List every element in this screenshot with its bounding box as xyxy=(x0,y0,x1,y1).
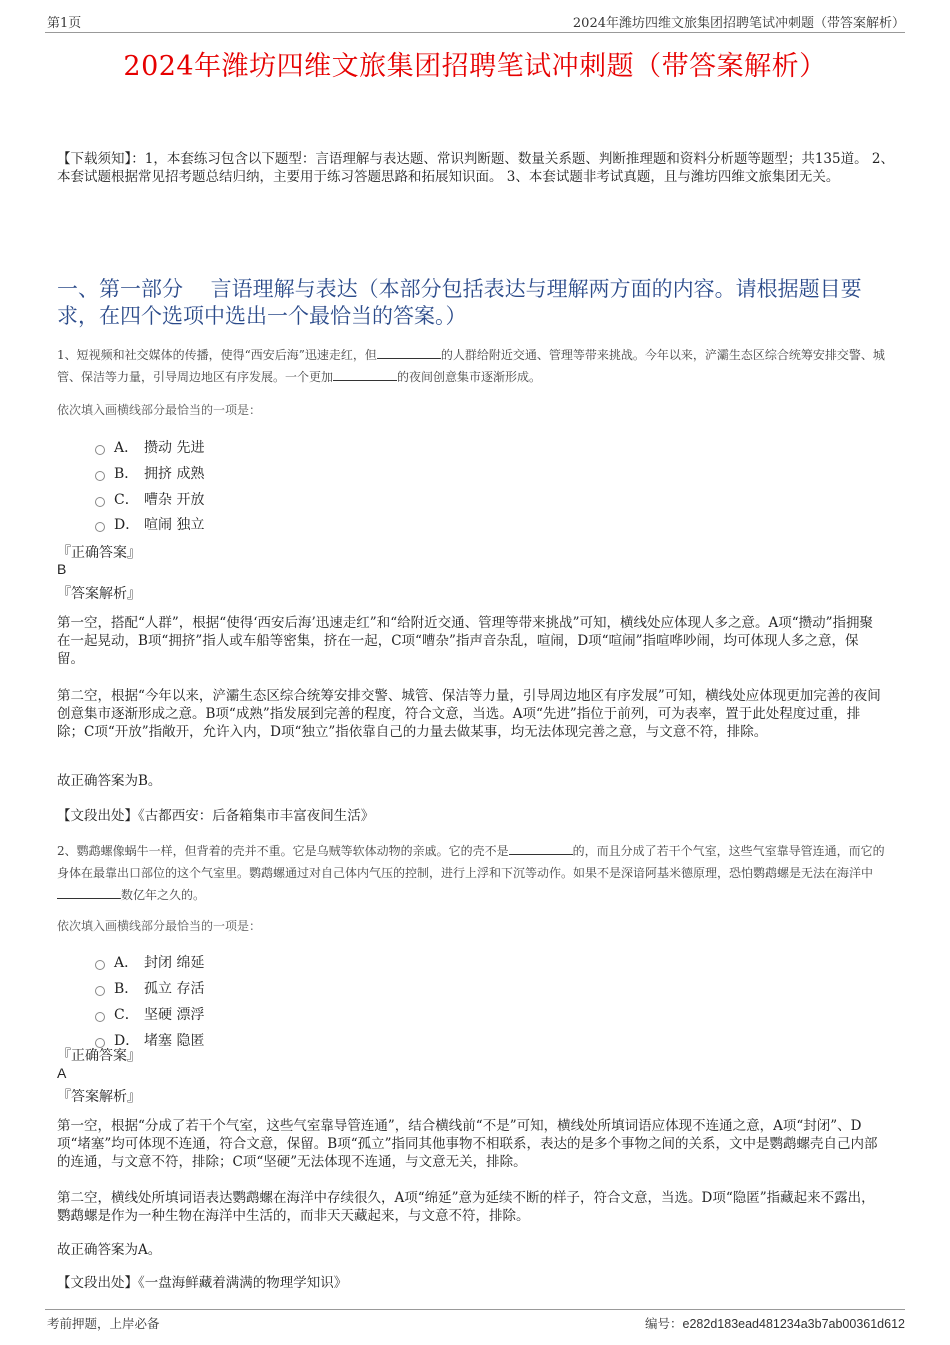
question-1-option-c[interactable] xyxy=(95,489,204,509)
question-2-prompt: 依次填入画横线部分最恰当的一项是： xyxy=(57,919,262,933)
option-text: 封闭 绵延 xyxy=(144,955,205,971)
option-letter: D． xyxy=(114,1033,140,1049)
radio-icon[interactable] xyxy=(95,960,105,970)
radio-icon[interactable] xyxy=(95,522,105,532)
question-1-option-d[interactable] xyxy=(95,514,204,534)
option-text: 坚硬 漂浮 xyxy=(144,1007,205,1023)
option-text: 孤立 存活 xyxy=(144,981,205,997)
page-number: 第1页 xyxy=(47,16,82,31)
question-1-stem: 1、短视频和社交媒体的传播，使得“西安后海”迅速走红，但 的人群给附近交通、管理等带来挑战。今年以来，浐灞生态区综合统筹安排交警、城管、保洁等力量，引导周边地区有序发展。一个更加 的夜间创意集市逐渐形成。 xyxy=(57,348,885,384)
analysis-label: 『答案解析』 xyxy=(57,1089,141,1105)
footer-rule xyxy=(45,1309,905,1310)
radio-icon[interactable] xyxy=(95,986,105,996)
option-letter: B． xyxy=(114,466,139,482)
fill-blank xyxy=(333,368,397,381)
option-letter: B． xyxy=(114,981,139,997)
code-value: e282d183ead481234a3b7ab00361d612 xyxy=(682,1317,905,1331)
option-text: 攒动 先进 xyxy=(144,440,205,456)
answer-label: 『正确答案』 xyxy=(57,545,141,561)
question-2-option-a[interactable] xyxy=(95,952,204,972)
option-letter: D． xyxy=(114,517,140,533)
source-citation: 【文段出处】《一盘海鲜藏着满满的物理学知识》 xyxy=(57,1275,348,1291)
radio-icon[interactable] xyxy=(95,1012,105,1022)
question-2-option-b[interactable] xyxy=(95,978,204,998)
running-title: 2024年潍坊四维文旅集团招聘笔试冲刺题（带答案解析） xyxy=(572,16,905,31)
document-code xyxy=(645,1314,905,1332)
radio-icon[interactable] xyxy=(95,445,105,455)
analysis-conclusion: 故正确答案为A。 xyxy=(57,1242,162,1258)
header-rule xyxy=(45,32,905,33)
fill-blank xyxy=(509,842,573,855)
answer-value: B xyxy=(57,561,67,577)
question-2-option-c[interactable] xyxy=(95,1004,204,1024)
answer-value: A xyxy=(57,1065,67,1081)
fill-blank xyxy=(57,886,121,899)
option-letter: A． xyxy=(114,440,139,456)
section-heading: 一、第一部分 言语理解与表达（本部分包括表达与理解两方面的内容。请根据题目要求，在四个选项中选出一个最恰当的答案。） xyxy=(57,277,862,328)
radio-icon[interactable] xyxy=(95,471,105,481)
analysis-conclusion: 故正确答案为B。 xyxy=(57,773,162,789)
analysis-paragraph: 第一空，根据“分成了若干个气室，这些气室靠导管连通”，结合横线前“不是”可知，横线处所填词语应体现不连通之意，A项“封闭”、D项“堵塞”均可体现不连通，符合文意，保留。B项“孤立”指同其他事物不相联系，表达的是多个事物之间的关系，文中是鹦鹉螺壳自己内部的连通，与文意不符，排除；C项“坚硬”无法体现不连通，与文意无关，排除。 xyxy=(57,1118,878,1170)
footer-slogan: 考前押题，上岸必备 xyxy=(47,1316,160,1331)
analysis-label: 『答案解析』 xyxy=(57,586,141,602)
option-letter: C． xyxy=(114,492,139,508)
question-2-stem: 2、鹦鹉螺像蜗牛一样，但背着的壳并不重。它是乌贼等软体动物的亲戚。它的壳不是 的，而且分成了若干个气室，这些气室靠导管连通，而它的身体在最靠出口部位的这个气室里。鹦鹉螺通过对自己体内气压的控制，进行上浮和下沉等动作。如果不是深谙阿基米德原理，恐怕鹦鹉螺是无法在海洋中数亿年之久的。 xyxy=(57,844,885,902)
download-notice: 【下载须知】：1，本套练习包含以下题型：言语理解与表达题、常识判断题、数量关系题、判断推理题和资料分析题等题型；共135道。 2、本套试题根据常见招考题总结归纳，主要用于练习答题思路和拓展知识面。 3、本套试题非考试真题，且与潍坊四维文旅集团无关。 xyxy=(57,151,894,185)
code-label: 编号： xyxy=(645,1316,683,1331)
option-text: 堵塞 隐匿 xyxy=(144,1033,205,1049)
option-text: 拥挤 成熟 xyxy=(144,466,205,482)
analysis-paragraph: 第一空，搭配“人群”，根据“使得‘西安后海’迅速走红”和“给附近交通、管理等带来挑战”可知，横线处应体现人多之意。A项“攒动”指拥聚在一起晃动，B项“拥挤”指人或车船等密集，挤在一起，C项“嘈杂”指声音杂乱，喧闹，D项“喧闹”指喧哗吵闹，均可体现人多之意，保留。 xyxy=(57,615,874,667)
source-citation: 【文段出处】《古都西安：后备箱集市丰富夜间生活》 xyxy=(57,808,375,824)
option-text: 喧闹 独立 xyxy=(144,517,205,533)
question-1-prompt: 依次填入画横线部分最恰当的一项是： xyxy=(57,403,262,417)
question-1-option-a[interactable] xyxy=(95,437,204,457)
option-letter: C． xyxy=(114,1007,139,1023)
analysis-paragraph: 第二空，横线处所填词语表达鹦鹉螺在海洋中存续很久，A项“绵延”意为延续不断的样子，符合文意，当选。D项“隐匿”指藏起来不露出，鹦鹉螺是作为一种生物在海洋中生活的，而非天天藏起来，与文意不符，排除。 xyxy=(57,1190,875,1224)
option-text: 嘈杂 开放 xyxy=(144,492,205,508)
analysis-paragraph: 第二空，根据“今年以来，浐灞生态区综合统筹安排交警、城管、保洁等力量，引导周边地区有序发展”可知，横线处应体现更加完善的夜间创意集市逐渐形成之意。B项“成熟”指发展到完善的程度，符合文意，当选。A项“先进”指位于前列，可为表率，置于此处程度过重，排除；C项“开放”指敞开，允许入内，D项“独立”指依靠自己的力量去做某事，均无法体现完善之意，与文意不符，排除。 xyxy=(57,688,881,740)
radio-icon[interactable] xyxy=(95,497,105,507)
fill-blank xyxy=(377,346,441,359)
answer-label: 『正确答案』 xyxy=(57,1048,141,1064)
document-title: 2024年潍坊四维文旅集团招聘笔试冲刺题（带答案解析） xyxy=(123,51,827,82)
option-letter: A． xyxy=(114,955,139,971)
question-1-option-b[interactable] xyxy=(95,463,204,483)
